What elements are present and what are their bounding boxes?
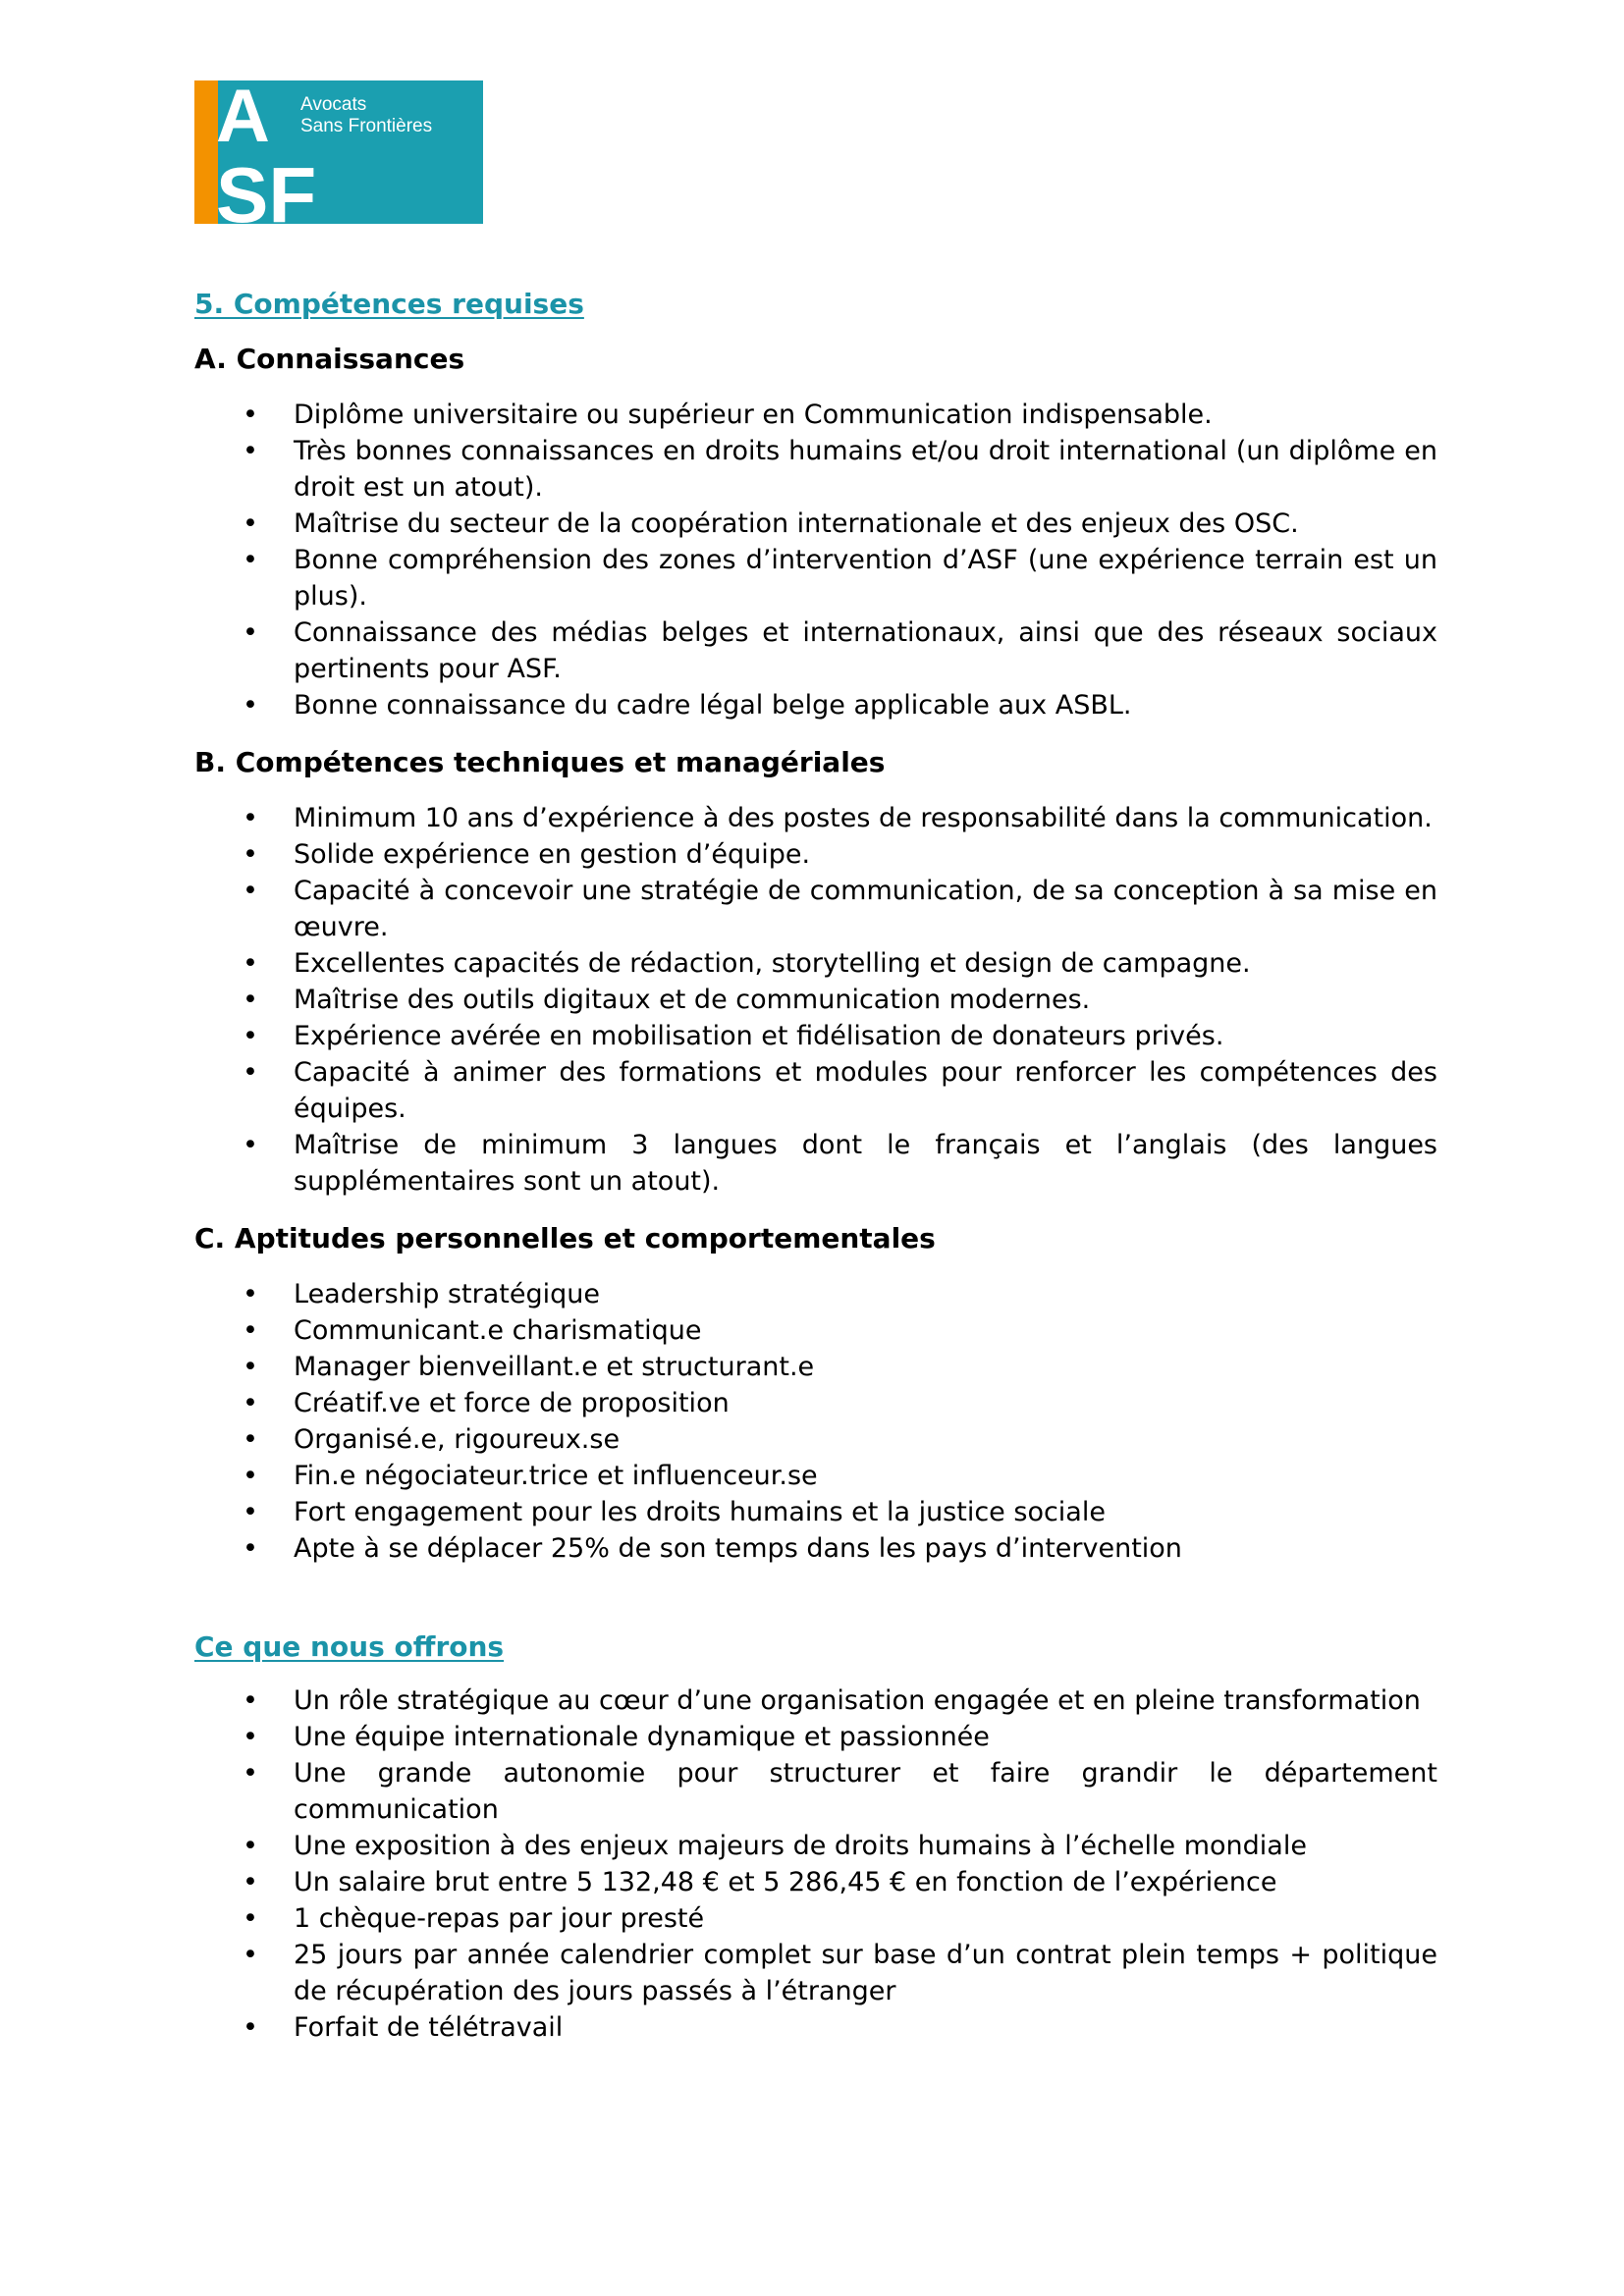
list-item: • Un rôle stratégique au cœur d’une organisation engagée et en pleine transformation bbox=[294, 1682, 1437, 1719]
list-item: • Communicant.e charismatique bbox=[294, 1312, 1437, 1349]
logo-text-line2: Sans Frontières bbox=[300, 116, 433, 136]
bullet-icon: • bbox=[243, 1315, 258, 1346]
logo-orange-bar bbox=[194, 80, 218, 224]
list-item: • Leadership stratégique bbox=[294, 1276, 1437, 1312]
bullet-icon: • bbox=[243, 400, 258, 430]
list-item: • Apte à se déplacer 25% de son temps dans les pays d’intervention bbox=[294, 1530, 1437, 1567]
bullet-icon: • bbox=[243, 1021, 258, 1051]
list-item: • Très bonnes connaissances en droits humains et/ou droit international (un diplôme en droit est un atout). bbox=[294, 433, 1437, 506]
list-item: • Fort engagement pour les droits humains et la justice sociale bbox=[294, 1494, 1437, 1530]
list-item: • Maîtrise des outils digitaux et de communication modernes. bbox=[294, 982, 1437, 1018]
list-item: • 1 chèque-repas par jour presté bbox=[294, 1900, 1437, 1937]
bullet-icon: • bbox=[243, 1057, 258, 1088]
bullet-icon: • bbox=[243, 1424, 258, 1455]
list-competences-techniques bbox=[194, 800, 1437, 1200]
bullet-icon: • bbox=[243, 1758, 258, 1789]
list-item: • Bonne connaissance du cadre légal belge applicable aux ASBL. bbox=[294, 687, 1437, 723]
bullet-icon: • bbox=[243, 436, 258, 466]
bullet-icon: • bbox=[243, 508, 258, 539]
bullet-icon: • bbox=[243, 1831, 258, 1861]
bullet-icon: • bbox=[243, 1685, 258, 1716]
list-item: • Connaissance des médias belges et internationaux, ainsi que des réseaux sociaux pertinents pour ASF. bbox=[294, 614, 1437, 687]
bullet-icon: • bbox=[243, 545, 258, 575]
list-item: • Une grande autonomie pour structurer et faire grandir le département communication bbox=[294, 1755, 1437, 1828]
section-title-offre: Ce que nous offrons bbox=[194, 1630, 505, 1663]
subsection-title-aptitudes: C. Aptitudes personnelles et comportementales bbox=[194, 1222, 936, 1255]
bullet-icon: • bbox=[243, 948, 258, 979]
bullet-icon: • bbox=[243, 690, 258, 721]
list-item: • Excellentes capacités de rédaction, storytelling et design de campagne. bbox=[294, 945, 1437, 982]
bullet-icon: • bbox=[243, 1722, 258, 1752]
list-item: • Fin.e négociateur.trice et influenceur.se bbox=[294, 1458, 1437, 1494]
bullet-icon: • bbox=[243, 839, 258, 870]
list-item: • Un salaire brut entre 5 132,48 € et 5 286,45 € en fonction de l’expérience bbox=[294, 1864, 1437, 1900]
bullet-icon: • bbox=[243, 1533, 258, 1564]
bullet-icon: • bbox=[243, 1279, 258, 1309]
list-item: • Manager bienveillant.e et structurant.e bbox=[294, 1349, 1437, 1385]
bullet-icon: • bbox=[243, 1461, 258, 1491]
list-item: • Forfait de télétravail bbox=[294, 2009, 1437, 2046]
list-item: • Maîtrise de minimum 3 langues dont le français et l’anglais (des langues supplémentaires sont un atout). bbox=[294, 1127, 1437, 1200]
section-title-competences: 5. Compétences requises bbox=[194, 288, 584, 320]
bullet-icon: • bbox=[243, 876, 258, 906]
list-offre bbox=[194, 1682, 1437, 2046]
bullet-icon: • bbox=[243, 1867, 258, 1897]
bullet-icon: • bbox=[243, 1940, 258, 1970]
list-item: • Expérience avérée en mobilisation et fidélisation de donateurs privés. bbox=[294, 1018, 1437, 1054]
bullet-icon: • bbox=[243, 803, 258, 833]
list-item: • Solide expérience en gestion d’équipe. bbox=[294, 836, 1437, 873]
list-item: • Une exposition à des enjeux majeurs de droits humains à l’échelle mondiale bbox=[294, 1828, 1437, 1864]
list-item: • Capacité à animer des formations et modules pour renforcer les compétences des équipes. bbox=[294, 1054, 1437, 1127]
list-item: • Capacité à concevoir une stratégie de communication, de sa conception à sa mise en œuvre. bbox=[294, 873, 1437, 945]
asf-logo bbox=[194, 80, 483, 224]
bullet-icon: • bbox=[243, 617, 258, 648]
list-item: • Maîtrise du secteur de la coopération internationale et des enjeux des OSC. bbox=[294, 506, 1437, 542]
list-item: • 25 jours par année calendrier complet sur base d’un contrat plein temps + politique de récupération des jours passés à l’étranger bbox=[294, 1937, 1437, 2009]
list-item: • Diplôme universitaire ou supérieur en Communication indispensable. bbox=[294, 397, 1437, 433]
list-item: • Minimum 10 ans d’expérience à des postes de responsabilité dans la communication. bbox=[294, 800, 1437, 836]
bullet-icon: • bbox=[243, 1903, 258, 1934]
list-item: • Une équipe internationale dynamique et passionnée bbox=[294, 1719, 1437, 1755]
spacer bbox=[194, 1586, 1437, 1628]
list-item: • Organisé.e, rigoureux.se bbox=[294, 1421, 1437, 1458]
bullet-icon: • bbox=[243, 1388, 258, 1418]
list-aptitudes bbox=[194, 1276, 1437, 1567]
bullet-icon: • bbox=[243, 985, 258, 1015]
logo-letters-sf: SF bbox=[216, 151, 317, 224]
subsection-title-competences-techniques: B. Compétences techniques et managériales bbox=[194, 746, 886, 778]
list-item: • Bonne compréhension des zones d’intervention d’ASF (une expérience terrain est un plus). bbox=[294, 542, 1437, 614]
logo-text-line1: Avocats bbox=[300, 94, 367, 115]
bullet-icon: • bbox=[243, 2012, 258, 2043]
logo-letter-a: A bbox=[216, 80, 270, 158]
bullet-icon: • bbox=[243, 1352, 258, 1382]
document-body bbox=[194, 285, 1437, 2065]
bullet-icon: • bbox=[243, 1130, 258, 1160]
bullet-icon: • bbox=[243, 1497, 258, 1527]
list-item: • Créatif.ve et force de proposition bbox=[294, 1385, 1437, 1421]
subsection-title-connaissances: A. Connaissances bbox=[194, 343, 465, 375]
list-connaissances bbox=[194, 397, 1437, 723]
